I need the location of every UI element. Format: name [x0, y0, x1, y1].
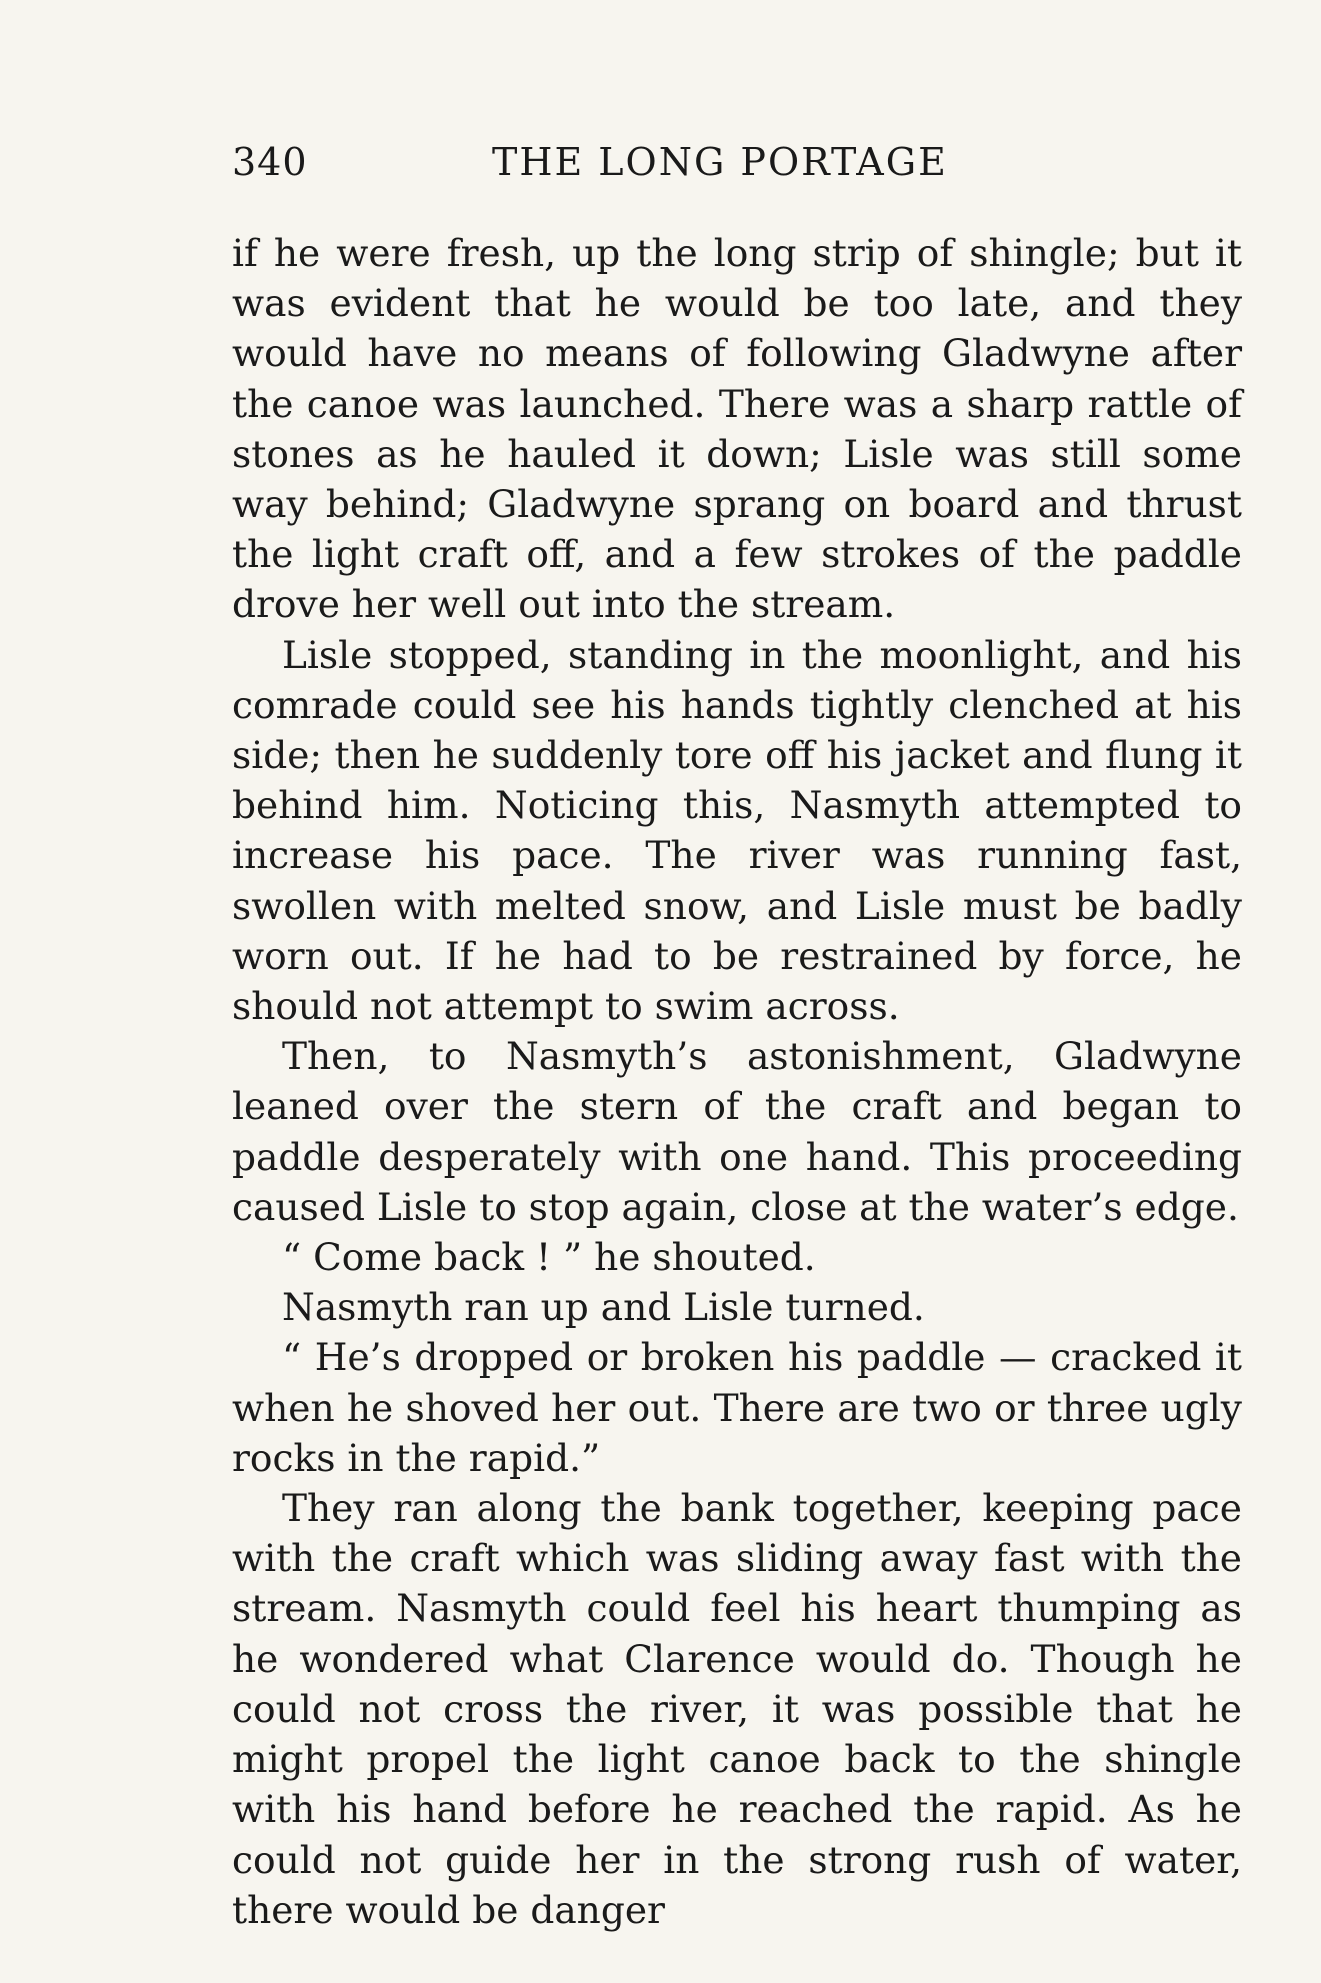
- page-number: 340: [232, 140, 308, 184]
- paragraph: “ He’s dropped or broken his paddle — cracked it when he shoved her out. There are two or three ugly rocks in the rapid.”: [232, 1335, 1242, 1480]
- paragraph: Then, to Nasmyth’s astonishment, Gladwyne leaned over the stern of the craft and began to paddle desperately with one hand. This proceeding caused Lisle to stop again, close at the water’s edge.: [232, 1034, 1242, 1229]
- paragraph: They ran along the bank together, keeping pace with the craft which was sliding away fast with the stream. Nasmyth could feel his heart thumping as he wondered what Clarence would do. Though he could not cross the river, it was possible that he might propel the light canoe back to the shingle with his hand before he reached the rapid. As he could not guide her in the strong rush of water, there would be danger: [232, 1486, 1242, 1932]
- paragraph: if he were fresh, up the long strip of shingle; but it was evident that he would be too late, and they would have no means of following Gladwyne after the canoe was launched. There was a sharp rattle of stones as he hauled it down; Lisle was still some way behind; Gladwyne sprang on board and thrust the light craft off, and a few strokes of the paddle drove her well out into the stream.: [232, 231, 1242, 627]
- running-head: THE LONG PORTAGE: [492, 140, 948, 184]
- paragraph: Nasmyth ran up and Lisle turned.: [282, 1285, 925, 1330]
- paragraph: “ Come back ! ” he shouted.: [282, 1235, 816, 1280]
- paragraph: Lisle stopped, standing in the moonlight, and his comrade could see his hands tightly clenched at his side; then he suddenly tore off his jacket and flung it behind him. Noticing this, Nasmyth attempted to increase his pace. The river was running fast, swollen with melted snow, and Lisle must be badly worn out. If he had to be restrained by force, he should not attempt to swim across.: [232, 632, 1242, 1029]
- body-text: [232, 228, 1242, 1935]
- page-header: [232, 140, 1242, 200]
